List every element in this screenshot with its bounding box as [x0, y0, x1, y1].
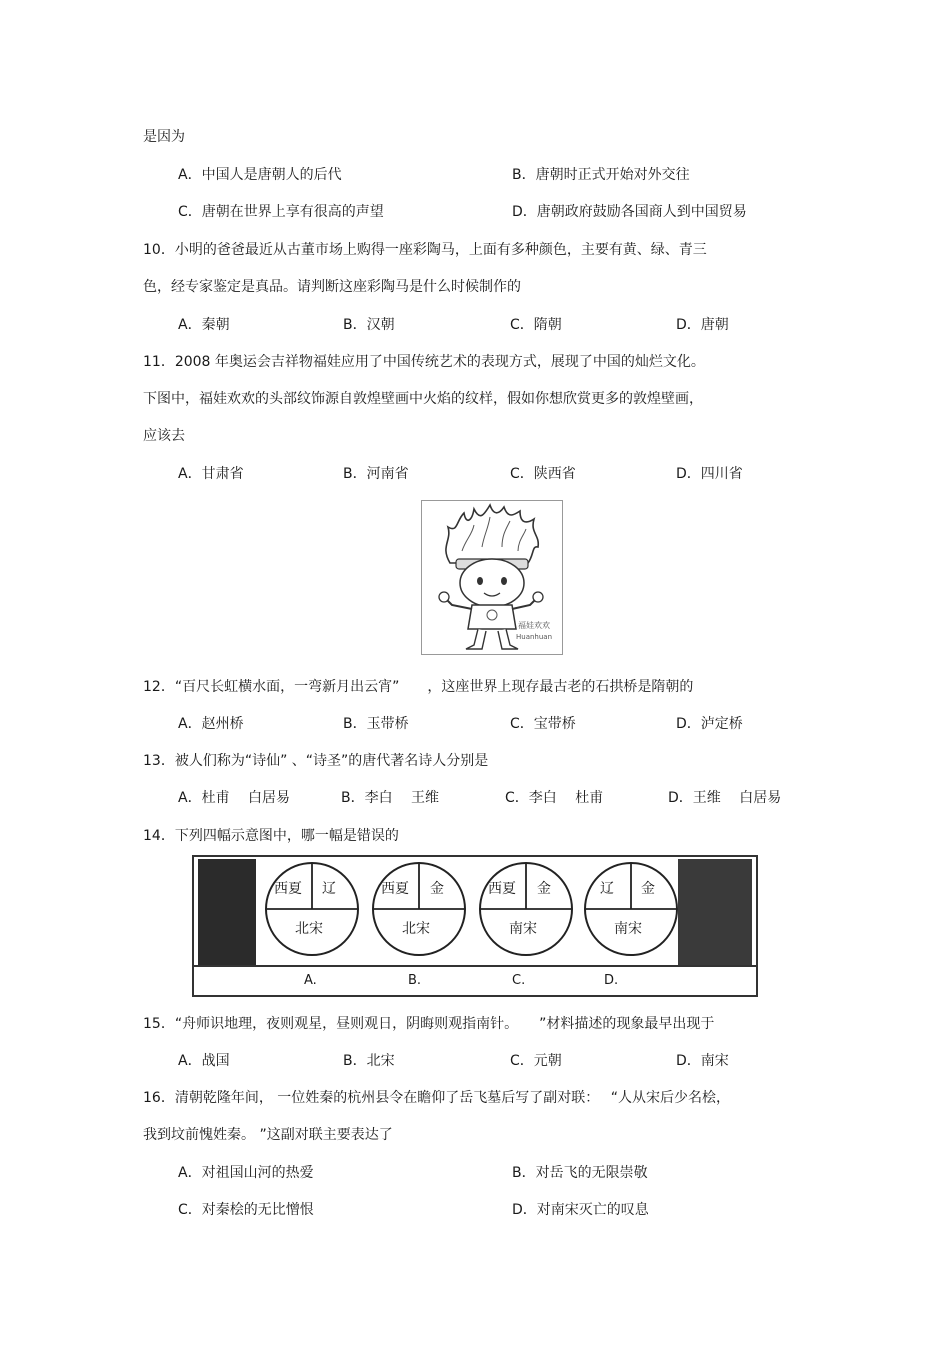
- question-11-stem-end: 应该去: [143, 428, 185, 444]
- map-b-bottom: 北宋: [402, 921, 430, 937]
- map-b-top-right: 金: [430, 881, 444, 897]
- map-c-top-left: 西夏: [488, 881, 516, 897]
- question-16-stem-cont: 我到坟前愧姓秦。 ”这副对联主要表达了: [143, 1127, 393, 1143]
- map-c-bottom: 南宋: [509, 921, 537, 937]
- mascot-huanhuan-figure: [421, 500, 563, 655]
- map-b-top-left: 西夏: [381, 881, 409, 897]
- q12-option-a: A．赵州桥: [178, 716, 244, 732]
- map-a-top-right: 辽: [322, 881, 336, 897]
- maps-svg: [194, 857, 756, 995]
- map-d: [585, 863, 677, 955]
- q16-option-a: A．对祖国山河的热爱: [178, 1165, 314, 1181]
- map-d-top-right: 金: [641, 881, 655, 897]
- q9-option-c: C．唐朝在世界上享有很高的声望: [178, 204, 384, 220]
- question-10-stem-cont: 色，经专家鉴定是真品。请判断这座彩陶马是什么时候制作的: [143, 279, 521, 295]
- map-a-top-left: 西夏: [274, 881, 302, 897]
- q13-option-a: A．杜甫 白居易: [178, 790, 291, 806]
- map-a: [266, 863, 358, 955]
- map-b-label: B.: [408, 973, 422, 988]
- q13-option-b: B．李白 王维: [341, 790, 440, 806]
- q15-option-c: C．元朝: [510, 1053, 562, 1069]
- map-d-top-left: 辽: [600, 881, 614, 897]
- q11-option-c: C．陕西省: [510, 466, 576, 482]
- map-a-label: A.: [304, 973, 317, 988]
- q16-option-b: B．对岳飞的无限崇敬: [512, 1165, 648, 1181]
- four-maps-figure: [192, 855, 758, 997]
- map-c-label: C.: [512, 973, 526, 988]
- question-16-stem: 16．清朝乾隆年间， 一位姓秦的杭州县令在瞻仰了岳飞墓后写了副对联： “人从宋后少名桧，: [143, 1090, 730, 1106]
- q10-option-a: A．秦朝: [178, 317, 230, 333]
- q12-option-b: B．玉带桥: [343, 716, 409, 732]
- q15-option-b: B．北宋: [343, 1053, 395, 1069]
- q13-option-d: D．王维 白居易: [668, 790, 782, 806]
- q10-option-b: B．汉朝: [343, 317, 395, 333]
- q11-option-b: B．河南省: [343, 466, 409, 482]
- question-10-stem: 10．小明的爸爸最近从古董市场上购得一座彩陶马，上面有多种颜色，主要有黄、绿、青三: [143, 242, 707, 258]
- q15-option-d: D．南宋: [676, 1053, 729, 1069]
- question-12-stem: 12．“百尺长虹横水面，一弯新月出云宵” ，这座世界上现存最古老的石拱桥是隋朝的: [143, 679, 694, 695]
- question-11-stem: 11．2008 年奥运会吉祥物福娃应用了中国传统艺术的表现方式，展现了中国的灿烂文化。: [143, 354, 705, 370]
- q12-option-d: D．泸定桥: [676, 716, 743, 732]
- q12-option-c: C．宝带桥: [510, 716, 576, 732]
- mascot-drawing: [422, 501, 562, 654]
- q10-option-c: C．隋朝: [510, 317, 562, 333]
- question-11-stem-cont: 下图中，福娃欢欢的头部纹饰源自敦煌壁画中火焰的纹样，假如你想欣赏更多的敦煌壁画，: [143, 391, 703, 407]
- map-d-bottom: 南宋: [614, 921, 642, 937]
- q15-option-a: A．战国: [178, 1053, 230, 1069]
- map-c-top-right: 金: [537, 881, 551, 897]
- question-14-stem: 14．下列四幅示意图中，哪一幅是错误的: [143, 828, 399, 844]
- q11-option-d: D．四川省: [676, 466, 743, 482]
- q9-option-d: D．唐朝政府鼓励各国商人到中国贸易: [512, 204, 747, 220]
- question-13-stem: 13．被人们称为“诗仙” 、“诗圣”的唐代著名诗人分别是: [143, 753, 489, 769]
- map-b: [373, 863, 465, 955]
- q13-option-c: C．李白 杜甫: [505, 790, 604, 806]
- q16-option-c: C．对秦桧的无比憎恨: [178, 1202, 314, 1218]
- q9-option-b: B．唐朝时正式开始对外交往: [512, 167, 690, 183]
- map-a-bottom: 北宋: [295, 921, 323, 937]
- q16-option-d: D．对南宋灭亡的叹息: [512, 1202, 649, 1218]
- mascot-caption-cn: 福娃欢欢: [518, 621, 550, 630]
- question-9-stem-end: 是因为: [143, 129, 185, 145]
- map-d-label: D.: [604, 973, 619, 988]
- question-15-stem: 15．“舟师识地理，夜则观星，昼则观日，阴晦则观指南针。 ”材料描述的现象最早出现于: [143, 1016, 715, 1032]
- map-c: [480, 863, 572, 955]
- mascot-caption-en: Huanhuan: [516, 633, 553, 641]
- q10-option-d: D．唐朝: [676, 317, 729, 333]
- q11-option-a: A．甘肃省: [178, 466, 244, 482]
- q9-option-a: A．中国人是唐朝人的后代: [178, 167, 342, 183]
